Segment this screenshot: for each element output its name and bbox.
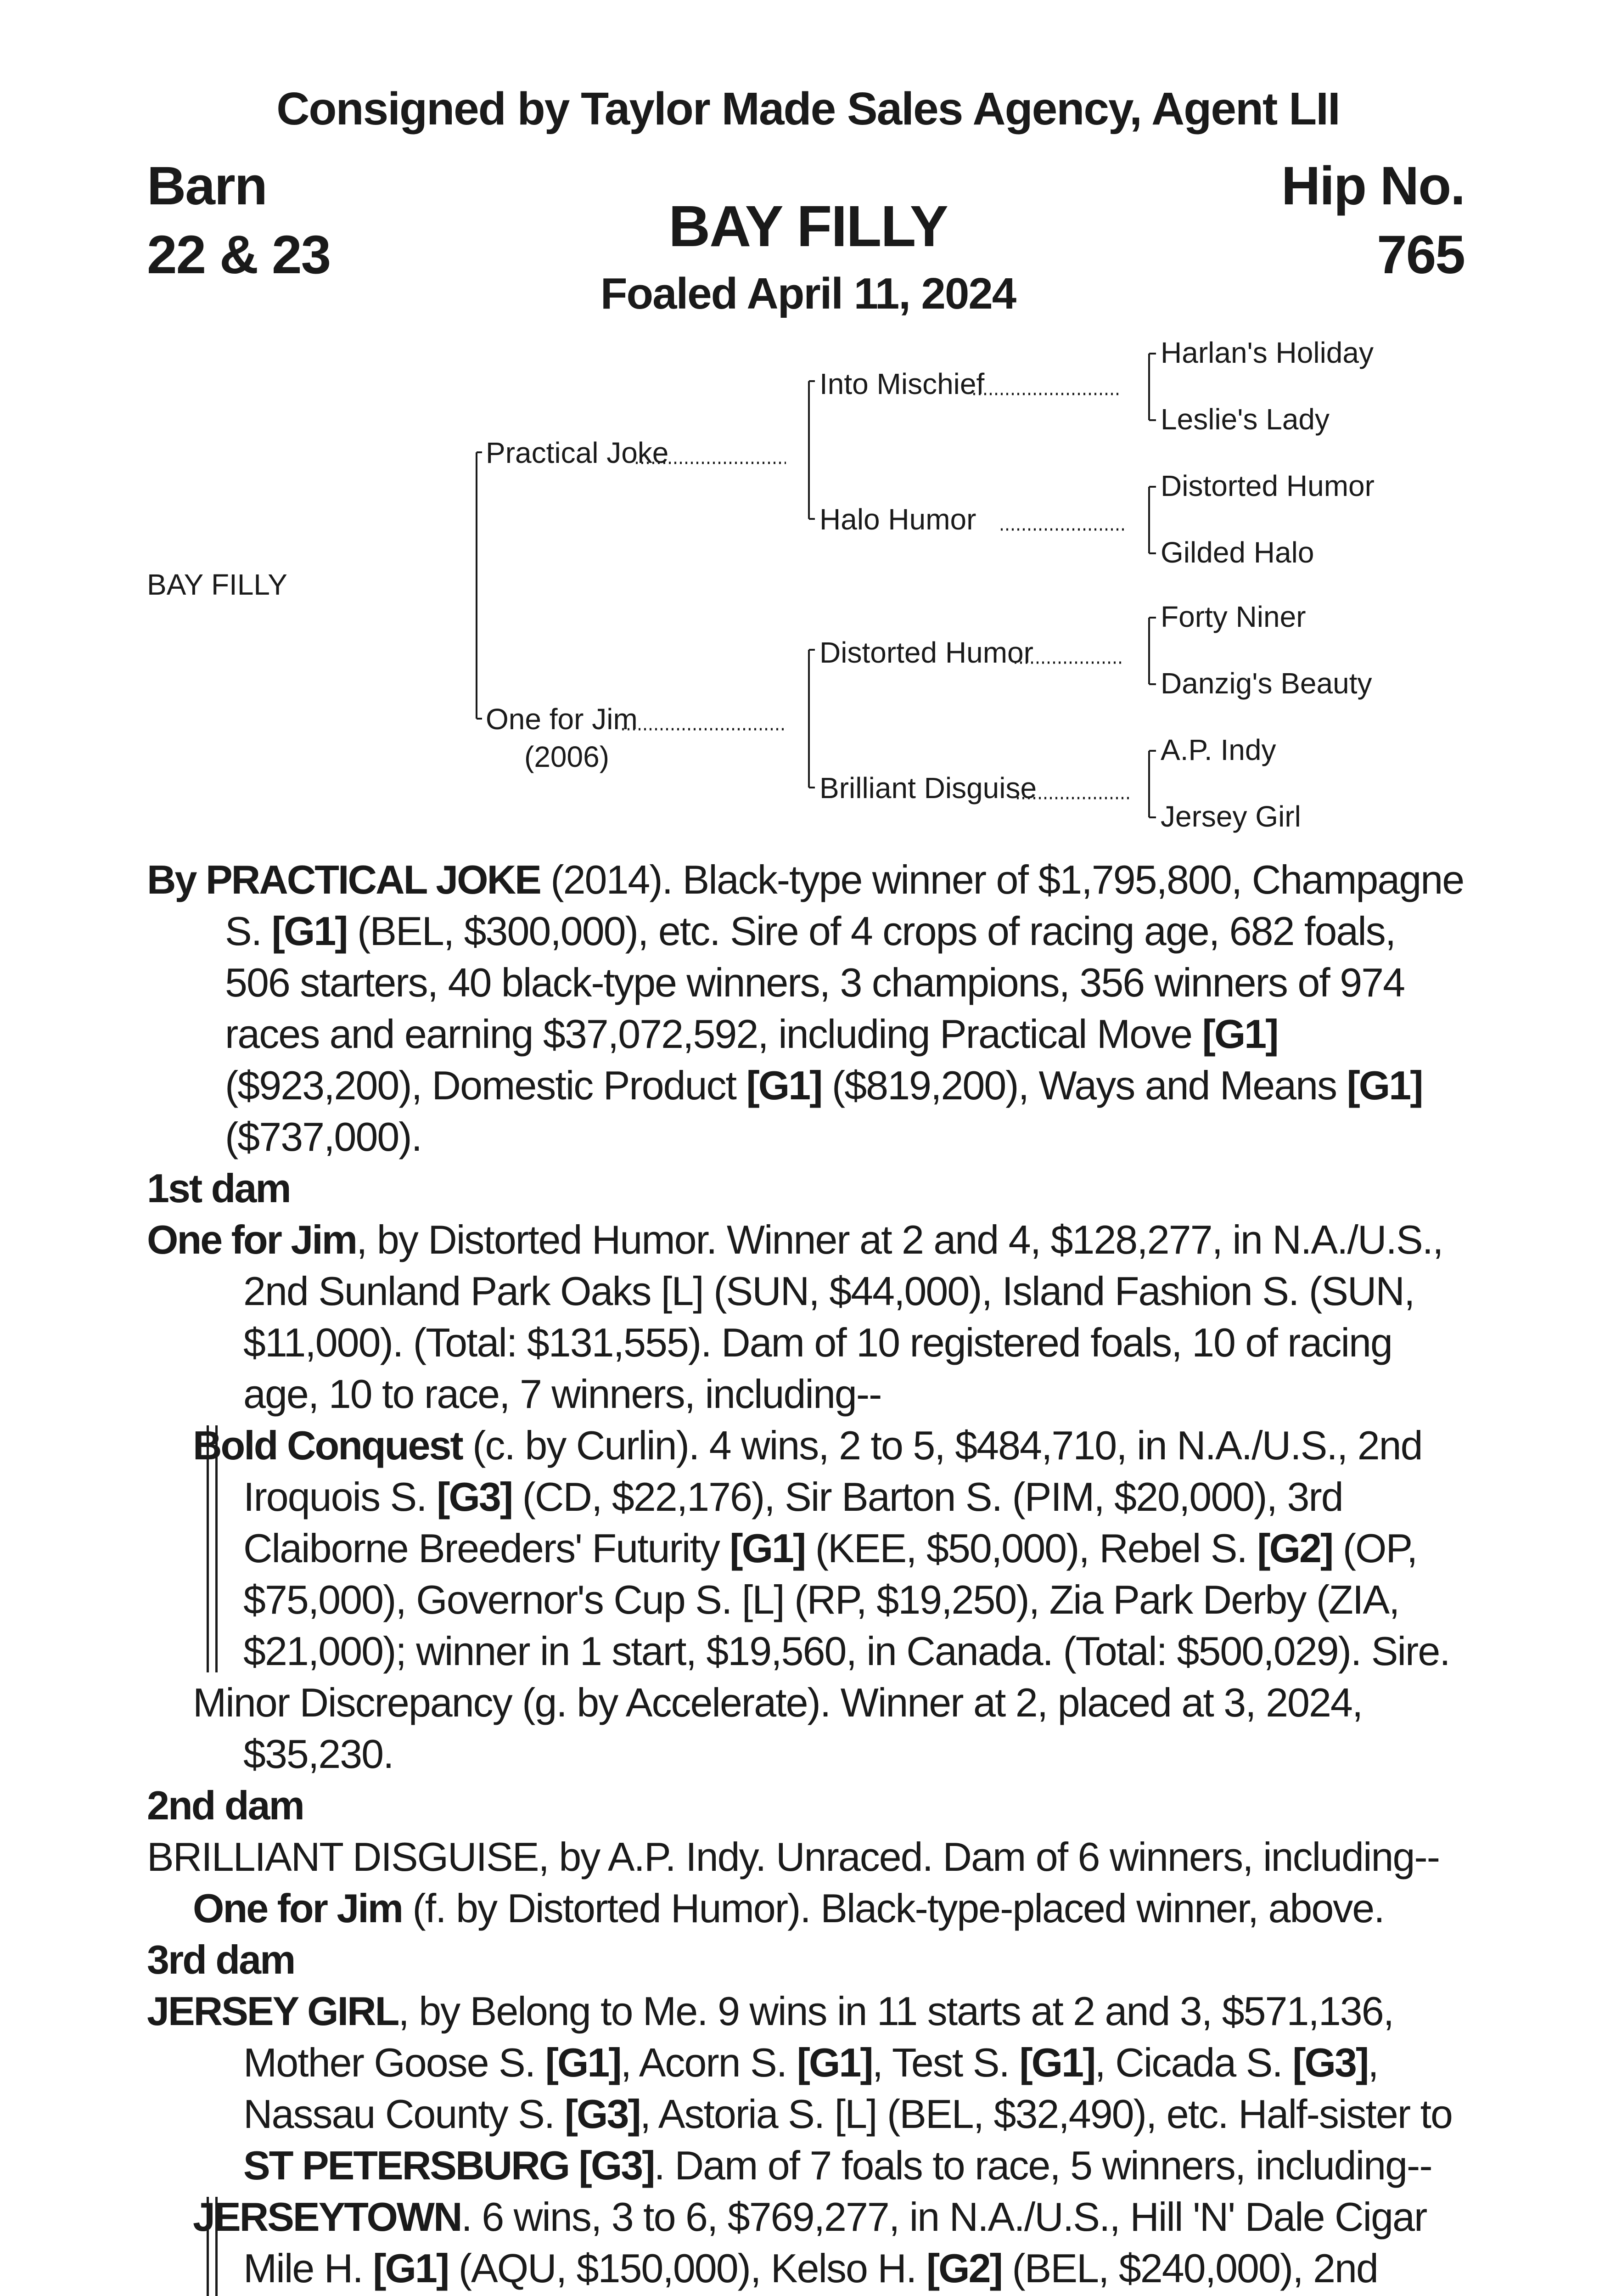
pedigree-dam-dam: Brilliant Disguise xyxy=(819,771,1037,805)
third-dam-text: , Cicada S. xyxy=(1094,2040,1293,2085)
grade-badge: [G3] xyxy=(564,2091,640,2137)
first-dam-text: , by Distorted Humor. Winner at 2 and 4, $128,277, in N.A./U.S., 2nd Sunland Park Oaks [L] (SUN, $44,000), Island Fashion S. (SUN, $11,000). (Total: $131,555). Dam of 10 registered foals, 10 of racing age, 10 to race, 7 winners, including-- xyxy=(243,1217,1443,1417)
barn-number: 22 & 23 xyxy=(147,225,331,285)
indent-bar xyxy=(207,1425,218,1672)
pedigree-gen3-5: Forty Niner xyxy=(1161,600,1306,633)
pedigree-sire-sire: Into Mischief xyxy=(819,367,985,400)
produce-text: . 6 wins, 3 to 6, $769,277, in N.A./U.S., Hill 'N' Dale Cigar Mile H. xyxy=(243,2194,1427,2291)
grade-badge: [G1] xyxy=(1347,1063,1422,1108)
hip-number: 765 xyxy=(1377,225,1464,285)
barn-label: Barn xyxy=(147,156,267,216)
pedigree-gen3-7: A.P. Indy xyxy=(1161,733,1276,766)
sire-name: By PRACTICAL JOKE xyxy=(147,857,540,902)
pedigree-gen3-8: Jersey Girl xyxy=(1161,800,1301,833)
produce-text: (BEL, $240,000), 2nd xyxy=(1012,2245,1378,2291)
grade-badge: [G1] xyxy=(1019,2040,1095,2085)
grade-badge: [G2] xyxy=(926,2245,1002,2291)
grade-badge: [G1] xyxy=(271,908,347,954)
consignor-line: Consigned by Taylor Made Sales Agency, Agent LII xyxy=(276,83,1340,135)
foaled-date: Foaled April 11, 2024 xyxy=(600,269,1016,318)
pedigree-gen3-6: Danzig's Beauty xyxy=(1161,667,1372,700)
produce-text: (c. by Curlin). 4 wins, 2 to 5, $484,710, in N.A./U.S., 2nd Iroquois S. xyxy=(243,1423,1422,1519)
first-dam-paragraph xyxy=(147,1214,1469,1420)
sire-text: (2014). Black-type winner of $1,795,800, Champagne S. xyxy=(225,857,1464,954)
grade-badge: [G2] xyxy=(1257,1525,1333,1571)
pedigree-dam-sire: Distorted Humor xyxy=(819,636,1033,669)
third-dam-text: . Dam of 7 foals to race, 5 winners, including-- xyxy=(654,2143,1432,2188)
third-dam-text: , Nassau County S. xyxy=(243,2040,1378,2137)
third-dam-text: , Test S. xyxy=(872,2040,1020,2085)
second-dam-paragraph: BRILLIANT DISGUISE, by A.P. Indy. Unraced. Dam of 6 winners, including-- xyxy=(147,1834,1440,1880)
hip-label: Hip No. xyxy=(1281,156,1464,216)
section-heading-3rd-dam: 3rd dam xyxy=(147,1937,295,1982)
grade-badge: [G1] xyxy=(545,2040,621,2085)
produce-text: (OP, $75,000), Governor's Cup S. [L] (RP, $19,250), Zia Park Derby (ZIA, $21,000); winner in 1 start, $19,560, in Canada. (Total: $500,029). Sire. xyxy=(243,1525,1450,1674)
grade-badge: [G1] xyxy=(729,1525,805,1571)
third-dam-text: , by Belong to Me. 9 wins in 11 starts at 2 and 3, $571,136, Mother Goose S. xyxy=(243,1988,1394,2085)
sire-text: ($819,200), Ways and Means xyxy=(821,1063,1347,1108)
pedigree-gen3-4: Gilded Halo xyxy=(1161,536,1314,569)
pedigree-chart xyxy=(0,0,1616,872)
pedigree-dam: One for Jim xyxy=(486,703,638,736)
sire-text: ($923,200), Domestic Product xyxy=(225,1063,746,1108)
grade-badge: [G1] xyxy=(373,2245,449,2291)
produce-text: (AQU, $150,000), Kelso H. xyxy=(448,2245,926,2291)
pedigree-gen3-1: Harlan's Holiday xyxy=(1161,336,1374,369)
horse-sex-title: BAY FILLY xyxy=(668,194,948,259)
produce-one-for-jim xyxy=(147,1883,1469,1934)
first-dam-name: One for Jim xyxy=(147,1217,356,1262)
sire-text: (BEL, $300,000), etc. Sire of 4 crops of racing age, 682 foals, 506 starters, 40 black-type winners, 3 champions, 356 winners of 974 races and earning $37,072,592, including Practical Move xyxy=(225,908,1405,1057)
indent-bar xyxy=(207,2197,218,2296)
catalog-page-body xyxy=(147,854,1469,2296)
sire-paragraph xyxy=(147,854,1469,1163)
produce-name: JERSEYTOWN xyxy=(193,2194,461,2240)
section-heading-2nd-dam: 2nd dam xyxy=(147,1783,303,1828)
produce-name: Bold Conquest xyxy=(193,1423,462,1468)
section-heading-1st-dam: 1st dam xyxy=(147,1165,290,1211)
half-sibling-name: ST PETERSBURG [G3] xyxy=(243,2143,654,2188)
third-dam-paragraph xyxy=(147,1986,1469,2191)
grade-badge: [G3] xyxy=(1292,2040,1368,2085)
produce-text: (f. by Distorted Humor). Black-type-placed winner, above. xyxy=(402,1885,1384,1931)
pedigree-gen3-3: Distorted Humor xyxy=(1161,469,1375,502)
grade-badge: [G1] xyxy=(746,1063,822,1108)
produce-text: (KEE, $50,000), Rebel S. xyxy=(805,1525,1257,1571)
third-dam-name: JERSEY GIRL xyxy=(147,1988,398,2034)
pedigree-sire-dam: Halo Humor xyxy=(819,503,976,536)
pedigree-subject: BAY FILLY xyxy=(147,568,287,601)
grade-badge: [G1] xyxy=(1202,1011,1278,1057)
third-dam-text: , Acorn S. xyxy=(620,2040,797,2085)
pedigree-sire: Practical Joke xyxy=(486,436,669,469)
pedigree-gen3-2: Leslie's Lady xyxy=(1161,403,1330,436)
produce-bold-conquest xyxy=(147,1420,1469,1677)
produce-text: (CD, $22,176), Sir Barton S. (PIM, $20,000), 3rd Claiborne Breeders' Futurity xyxy=(243,1474,1343,1571)
sire-text: ($737,000). xyxy=(225,1114,422,1159)
grade-badge: [G3] xyxy=(437,1474,512,1519)
third-dam-text: , Astoria S. [L] (BEL, $32,490), etc. Half-sister to xyxy=(640,2091,1452,2137)
pedigree-dam-year: (2006) xyxy=(524,740,609,773)
produce-name: One for Jim xyxy=(193,1885,402,1931)
grade-badge: [G1] xyxy=(797,2040,872,2085)
produce-minor-discrepancy: Minor Discrepancy (g. by Accelerate). Winner at 2, placed at 3, 2024, $35,230. xyxy=(193,1680,1363,1777)
produce-jerseytown xyxy=(147,2191,1469,2296)
